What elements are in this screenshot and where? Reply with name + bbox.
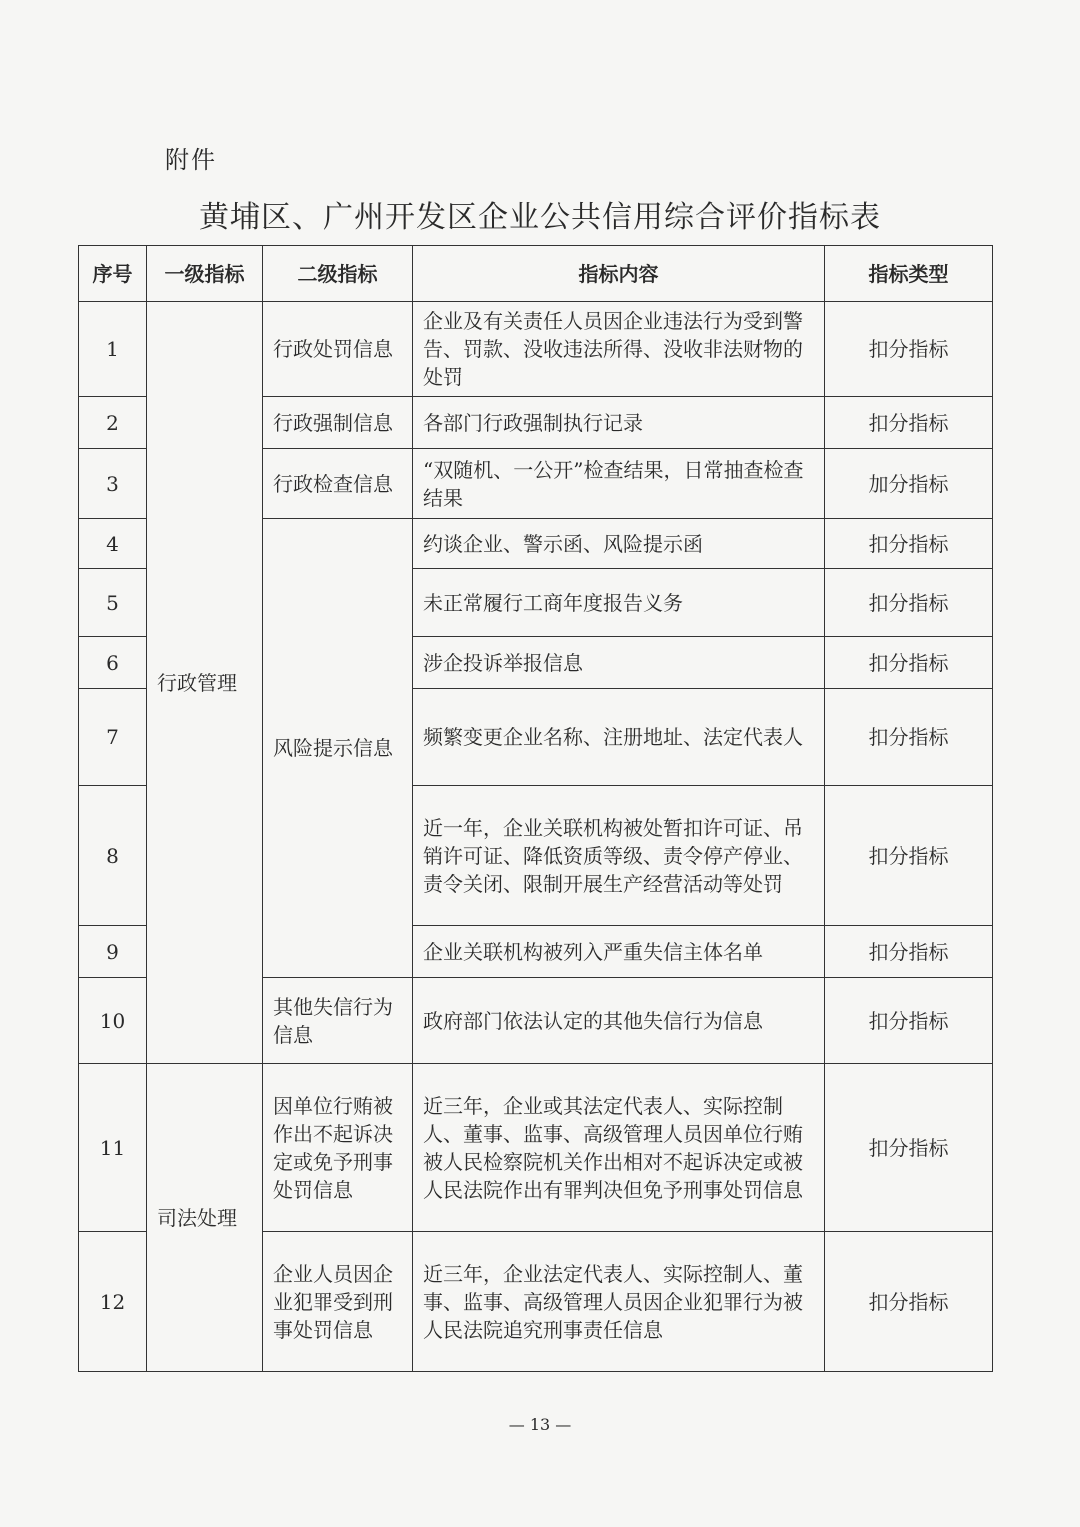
level2-cell: 行政处罚信息 [263,302,413,397]
row-number: 8 [79,786,147,926]
type-cell: 扣分指标 [825,1232,993,1372]
content-cell: 企业及有关责任人员因企业违法行为受到警告、罚款、没收违法所得、没收非法财物的处罚 [413,302,825,397]
row-number: 1 [79,302,147,397]
content-cell: 近一年，企业关联机构被处暂扣许可证、吊销许可证、降低资质等级、责令停产停业、责令关闭、限制开展生产经营活动等处罚 [413,786,825,926]
row-number: 9 [79,926,147,978]
header-no: 序号 [79,246,147,302]
content-cell: “双随机、一公开”检查结果，日常抽查检查结果 [413,449,825,519]
level2-cell: 行政检查信息 [263,449,413,519]
attachment-label: 附件 [165,146,217,174]
level2-cell: 行政强制信息 [263,397,413,449]
level1-cell: 行政管理 [147,302,263,1064]
content-cell: 企业关联机构被列入严重失信主体名单 [413,926,825,978]
level2-cell: 企业人员因企业犯罪受到刑事处罚信息 [263,1232,413,1372]
type-cell: 扣分指标 [825,978,993,1064]
type-cell: 扣分指标 [825,637,993,689]
table-row [79,1064,993,1232]
row-number: 2 [79,397,147,449]
content-cell: 近三年，企业或其法定代表人、实际控制人、董事、监事、高级管理人员因单位行贿被人民检察院机关作出相对不起诉决定或被人民法院作出有罪判决但免予刑事处罚信息 [413,1064,825,1232]
content-cell: 政府部门依法认定的其他失信行为信息 [413,978,825,1064]
type-cell: 扣分指标 [825,569,993,637]
level2-cell: 因单位行贿被作出不起诉决定或免予刑事处罚信息 [263,1064,413,1232]
header-content: 指标内容 [413,246,825,302]
row-number: 5 [79,569,147,637]
level2-cell: 风险提示信息 [263,519,413,978]
indicator-table [78,245,993,1372]
header-level1: 一级指标 [147,246,263,302]
row-number: 12 [79,1232,147,1372]
type-cell: 扣分指标 [825,302,993,397]
row-number: 4 [79,519,147,569]
type-cell: 加分指标 [825,449,993,519]
type-cell: 扣分指标 [825,786,993,926]
page-title: 黄埔区、广州开发区企业公共信用综合评价指标表 [199,200,881,235]
level2-cell: 其他失信行为信息 [263,978,413,1064]
type-cell: 扣分指标 [825,519,993,569]
header-type: 指标类型 [825,246,993,302]
content-cell: 约谈企业、警示函、风险提示函 [413,519,825,569]
row-number: 3 [79,449,147,519]
content-cell: 近三年，企业法定代表人、实际控制人、董事、监事、高级管理人员因企业犯罪行为被人民法院追究刑事责任信息 [413,1232,825,1372]
row-number: 10 [79,978,147,1064]
content-cell: 频繁变更企业名称、注册地址、法定代表人 [413,689,825,786]
type-cell: 扣分指标 [825,1064,993,1232]
row-number: 11 [79,1064,147,1232]
type-cell: 扣分指标 [825,926,993,978]
type-cell: 扣分指标 [825,689,993,786]
content-cell: 各部门行政强制执行记录 [413,397,825,449]
table-header-row [79,246,993,302]
type-cell: 扣分指标 [825,397,993,449]
row-number: 7 [79,689,147,786]
content-cell: 涉企投诉举报信息 [413,637,825,689]
row-number: 6 [79,637,147,689]
content-cell: 未正常履行工商年度报告义务 [413,569,825,637]
page-number: — 13 — [508,1415,572,1434]
header-level2: 二级指标 [263,246,413,302]
level1-cell: 司法处理 [147,1064,263,1372]
table-row [79,302,993,397]
